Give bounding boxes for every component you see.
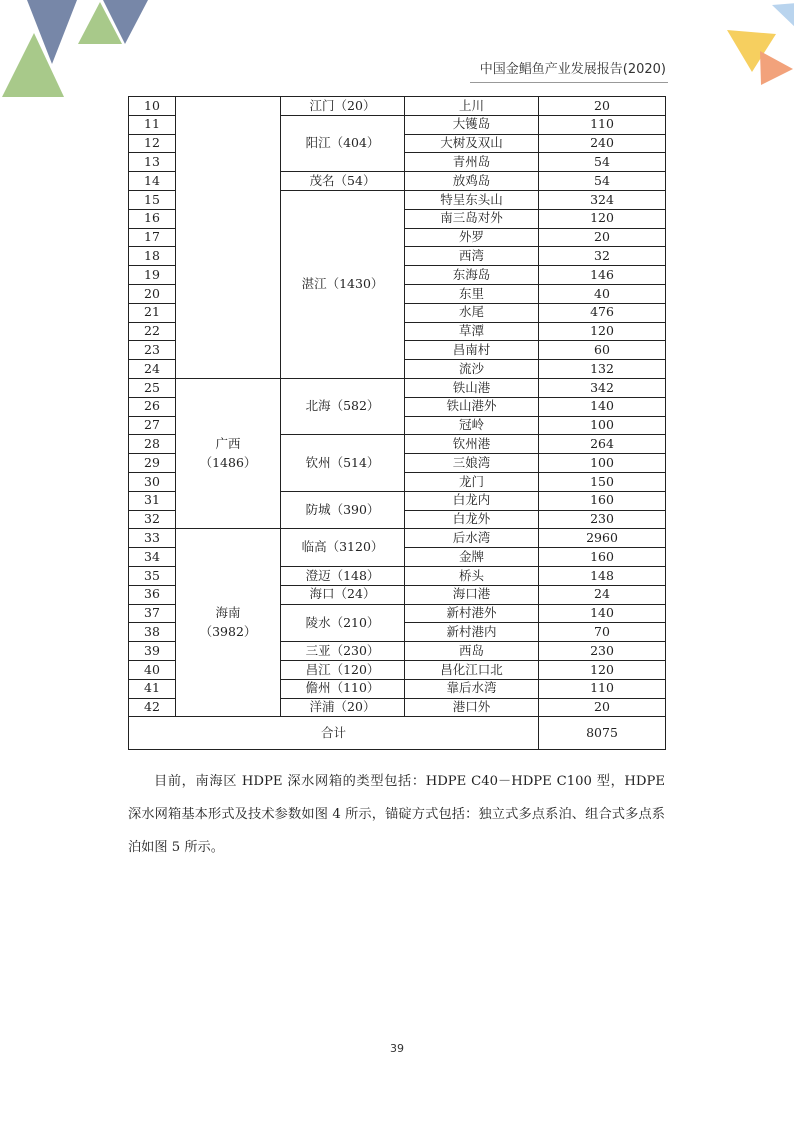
count-cell: 160 <box>539 548 666 567</box>
count-cell: 120 <box>539 209 666 228</box>
city-cell: 海口（24） <box>281 585 405 604</box>
row-number: 38 <box>129 623 176 642</box>
city-cell: 防城（390） <box>281 491 405 529</box>
site-cell: 港口外 <box>405 698 539 717</box>
count-cell: 24 <box>539 585 666 604</box>
row-number: 26 <box>129 397 176 416</box>
site-cell: 南三岛对外 <box>405 209 539 228</box>
row-number: 11 <box>129 115 176 134</box>
row-number: 20 <box>129 284 176 303</box>
count-cell: 160 <box>539 491 666 510</box>
city-cell: 澄迈（148） <box>281 566 405 585</box>
city-cell: 湛江（1430） <box>281 190 405 378</box>
city-cell: 茂名（54） <box>281 172 405 191</box>
site-cell: 三娘湾 <box>405 454 539 473</box>
total-row <box>129 717 666 750</box>
site-cell: 后水湾 <box>405 529 539 548</box>
row-number: 37 <box>129 604 176 623</box>
site-cell: 新村港外 <box>405 604 539 623</box>
city-cell: 北海（582） <box>281 378 405 434</box>
site-cell: 外罗 <box>405 228 539 247</box>
table-row <box>129 97 666 116</box>
row-number: 40 <box>129 660 176 679</box>
count-cell: 32 <box>539 247 666 266</box>
count-cell: 146 <box>539 266 666 285</box>
count-cell: 120 <box>539 660 666 679</box>
count-cell: 230 <box>539 642 666 661</box>
page-number: 39 <box>390 1042 404 1055</box>
row-number: 34 <box>129 548 176 567</box>
count-cell: 2960 <box>539 529 666 548</box>
count-cell: 100 <box>539 416 666 435</box>
count-cell: 110 <box>539 115 666 134</box>
city-cell: 洋浦（20） <box>281 698 405 717</box>
site-cell: 草潭 <box>405 322 539 341</box>
table-row <box>129 378 666 397</box>
city-cell: 江门（20） <box>281 97 405 116</box>
site-cell: 流沙 <box>405 360 539 379</box>
site-cell: 靠后水湾 <box>405 679 539 698</box>
site-cell: 白龙内 <box>405 491 539 510</box>
site-cell: 金牌 <box>405 548 539 567</box>
city-cell: 儋州（110） <box>281 679 405 698</box>
site-cell: 桥头 <box>405 566 539 585</box>
row-number: 33 <box>129 529 176 548</box>
count-cell: 342 <box>539 378 666 397</box>
row-number: 14 <box>129 172 176 191</box>
site-cell: 西岛 <box>405 642 539 661</box>
site-cell: 昌化江口北 <box>405 660 539 679</box>
header-divider <box>470 82 668 83</box>
total-label: 合计 <box>129 717 539 750</box>
city-cell: 钦州（514） <box>281 435 405 491</box>
row-number: 39 <box>129 642 176 661</box>
site-cell: 东海岛 <box>405 266 539 285</box>
row-number: 22 <box>129 322 176 341</box>
site-cell: 西湾 <box>405 247 539 266</box>
row-number: 30 <box>129 472 176 491</box>
row-number: 13 <box>129 153 176 172</box>
row-number: 19 <box>129 266 176 285</box>
count-cell: 54 <box>539 153 666 172</box>
site-cell: 水尾 <box>405 303 539 322</box>
count-cell: 230 <box>539 510 666 529</box>
row-number: 24 <box>129 360 176 379</box>
city-cell: 阳江（404） <box>281 115 405 171</box>
site-cell: 铁山港外 <box>405 397 539 416</box>
row-number: 29 <box>129 454 176 473</box>
row-number: 12 <box>129 134 176 153</box>
site-cell: 大树及双山 <box>405 134 539 153</box>
count-cell: 150 <box>539 472 666 491</box>
row-number: 27 <box>129 416 176 435</box>
row-number: 21 <box>129 303 176 322</box>
count-cell: 140 <box>539 604 666 623</box>
row-number: 10 <box>129 97 176 116</box>
row-number: 15 <box>129 190 176 209</box>
site-cell: 青州岛 <box>405 153 539 172</box>
province-cell-hainan <box>176 529 281 717</box>
province-cell-guangdong <box>176 97 281 379</box>
row-number: 32 <box>129 510 176 529</box>
count-cell: 132 <box>539 360 666 379</box>
site-cell: 上川 <box>405 97 539 116</box>
province-total: （1486） <box>199 454 257 470</box>
count-cell: 264 <box>539 435 666 454</box>
count-cell: 476 <box>539 303 666 322</box>
table-row <box>129 529 666 548</box>
site-cell: 放鸡岛 <box>405 172 539 191</box>
row-number: 17 <box>129 228 176 247</box>
site-cell: 昌南村 <box>405 341 539 360</box>
count-cell: 70 <box>539 623 666 642</box>
site-cell: 白龙外 <box>405 510 539 529</box>
header-title: 中国金鲳鱼产业发展报告(2020) <box>479 62 666 77</box>
count-cell: 140 <box>539 397 666 416</box>
city-cell: 陵水（210） <box>281 604 405 642</box>
province-total: （3982） <box>199 623 257 639</box>
count-cell: 120 <box>539 322 666 341</box>
row-number: 42 <box>129 698 176 717</box>
top-left-decoration <box>0 0 160 100</box>
count-cell: 20 <box>539 228 666 247</box>
top-right-decoration <box>720 0 794 90</box>
province-cell-guangxi <box>176 378 281 528</box>
count-cell: 100 <box>539 454 666 473</box>
row-number: 36 <box>129 585 176 604</box>
province-name: 广西 <box>215 435 241 451</box>
row-number: 31 <box>129 491 176 510</box>
count-cell: 54 <box>539 172 666 191</box>
city-cell: 临高（3120） <box>281 529 405 567</box>
count-cell: 40 <box>539 284 666 303</box>
count-cell: 110 <box>539 679 666 698</box>
row-number: 16 <box>129 209 176 228</box>
site-cell: 龙门 <box>405 472 539 491</box>
province-name: 海南 <box>215 605 241 621</box>
row-number: 28 <box>129 435 176 454</box>
city-cell: 昌江（120） <box>281 660 405 679</box>
count-cell: 20 <box>539 698 666 717</box>
site-cell: 特呈东头山 <box>405 190 539 209</box>
count-cell: 20 <box>539 97 666 116</box>
body-paragraph: 目前，南海区 HDPE 深水网箱的类型包括：HDPE C40－HDPE C100 型，HDPE 深水网箱基本形式及技术参数如图 4 所示，锚碇方式包括：独立式多点系泊、组合式多点系泊如图 5 所示。 <box>128 774 665 856</box>
site-cell: 冠岭 <box>405 416 539 435</box>
row-number: 18 <box>129 247 176 266</box>
cage-distribution-table <box>128 96 666 750</box>
row-number: 25 <box>129 378 176 397</box>
row-number: 41 <box>129 679 176 698</box>
salmon-triangle <box>760 51 793 85</box>
count-cell: 148 <box>539 566 666 585</box>
count-cell: 240 <box>539 134 666 153</box>
row-number: 35 <box>129 566 176 585</box>
city-cell: 三亚（230） <box>281 642 405 661</box>
total-value: 8075 <box>539 717 666 750</box>
site-cell: 铁山港 <box>405 378 539 397</box>
count-cell: 60 <box>539 341 666 360</box>
lightblue-triangle <box>772 3 794 30</box>
count-cell: 324 <box>539 190 666 209</box>
site-cell: 新村港内 <box>405 623 539 642</box>
site-cell: 大镬岛 <box>405 115 539 134</box>
row-number: 23 <box>129 341 176 360</box>
site-cell: 海口港 <box>405 585 539 604</box>
site-cell: 钦州港 <box>405 435 539 454</box>
site-cell: 东里 <box>405 284 539 303</box>
